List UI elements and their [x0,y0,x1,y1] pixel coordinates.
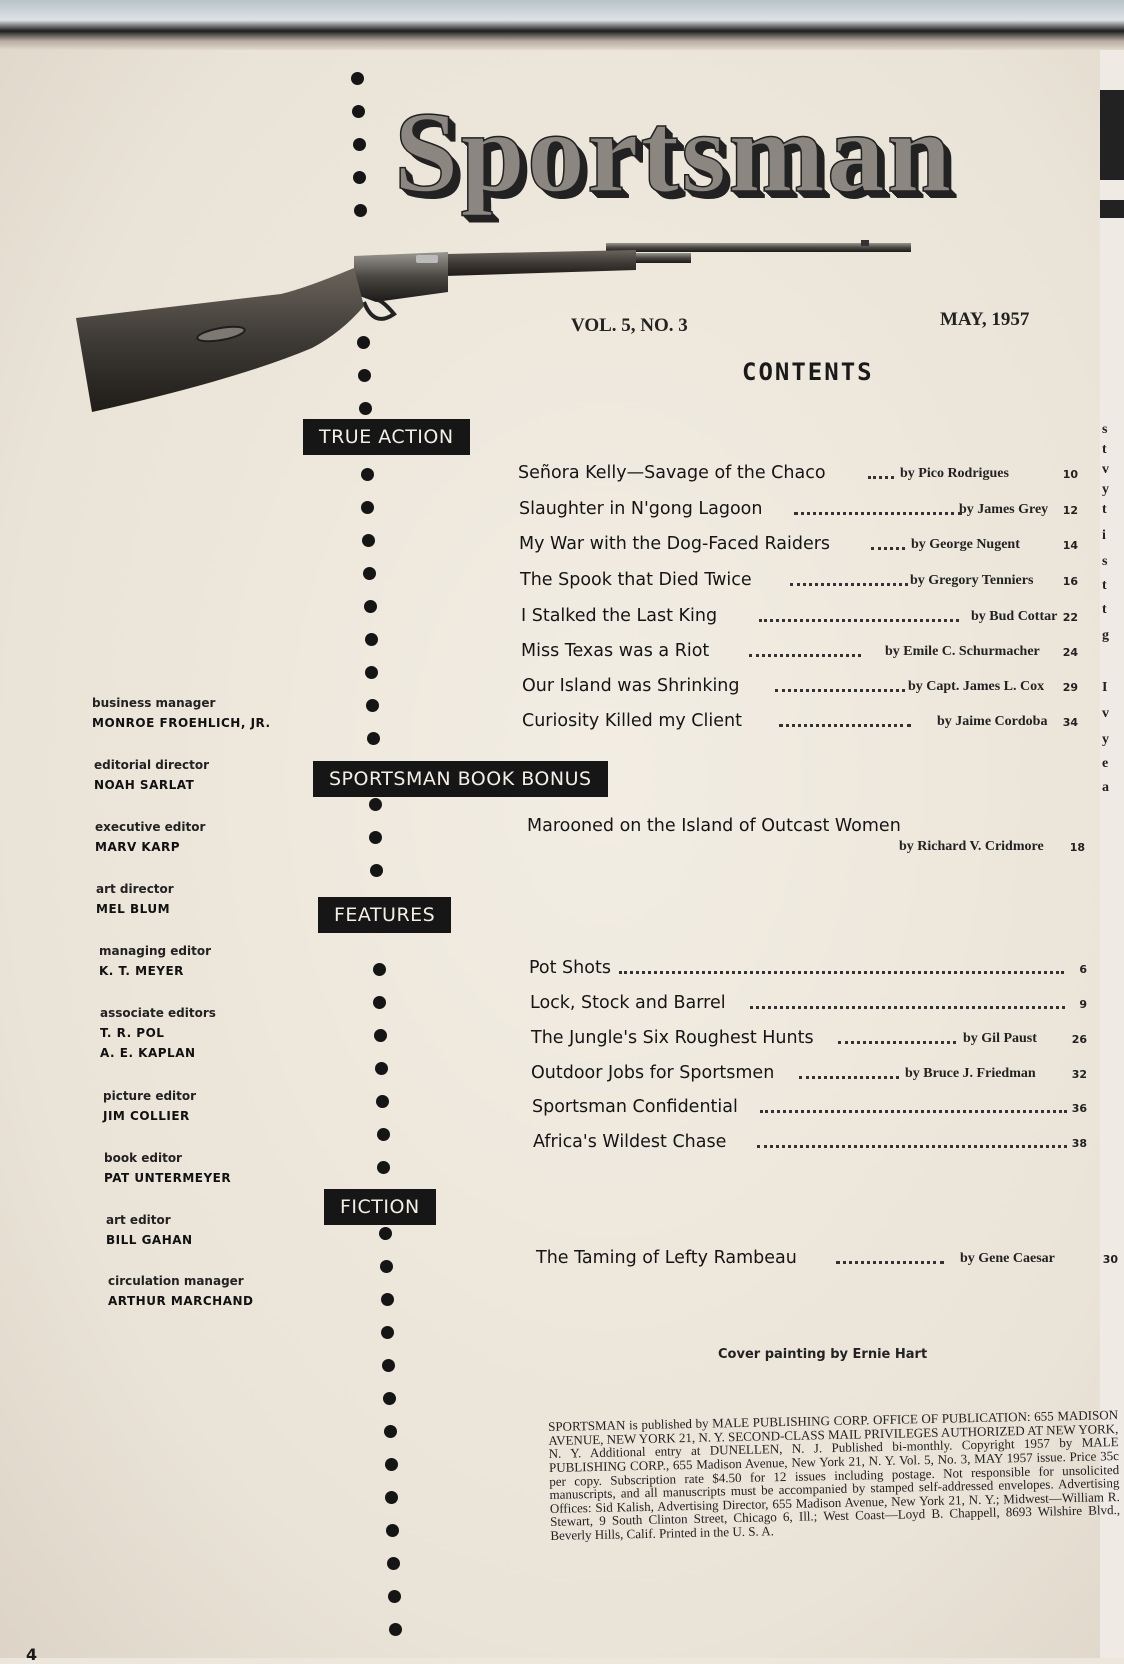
toc-page: 18 [1069,841,1085,854]
dot-leader [749,654,861,657]
staff-name: PAT UNTERMEYER [104,1171,232,1185]
toc-author: by Capt. James L. Cox [908,679,1045,694]
toc-title: I Stalked the Last King [521,606,718,626]
banner-fiction: FICTION [324,1189,436,1225]
staff-name: NOAH SARLAT [94,778,195,792]
spine-dot [387,1557,400,1570]
toc-entry[interactable] [521,633,1078,663]
toc-entry[interactable] [522,703,1078,733]
dot-leader [790,583,908,586]
edge-letter: t [1102,602,1107,617]
toc-page: 9 [1079,998,1087,1011]
edge-letter: a [1102,780,1109,795]
toc-title: Pot Shots [529,958,611,978]
magazine-masthead: Sportsman [394,89,954,217]
dot-leader [775,689,905,692]
staff-role: business manager [92,696,216,710]
toc-entry-fiction[interactable] [536,1240,1118,1270]
dot-leader [794,512,962,515]
toc-title: The Jungle's Six Roughest Hunts [531,1028,814,1048]
spine-dot [383,1392,396,1405]
edge-letter: s [1102,422,1108,437]
dot-leader [779,724,911,727]
toc-page: 29 [1062,681,1078,694]
spine-dot [385,1458,398,1471]
staff-role: executive editor [95,820,206,834]
toc-page: 38 [1071,1137,1087,1150]
edge-letter: t [1102,578,1107,593]
staff-name: T. R. POL [100,1026,165,1040]
toc-author: by James Grey [959,502,1049,517]
staff-role: managing editor [99,944,211,958]
toc-page: 6 [1079,963,1087,976]
toc-page: 32 [1071,1068,1087,1081]
dot-leader [838,1041,956,1044]
toc-entry[interactable] [532,1089,1087,1119]
toc-author: by Emile C. Schurmacher [885,644,1040,659]
edge-letter: s [1102,554,1108,569]
spine-dot [375,1062,388,1075]
toc-author: by Bud Cottar [971,609,1058,624]
toc-author: by Gil Paust [963,1031,1037,1046]
spine-dot [377,1128,390,1141]
edge-letter: i [1102,528,1106,543]
spine-dot [352,105,365,118]
toc-title: Our Island was Shrinking [522,676,740,696]
banner-book-bonus: SPORTSMAN BOOK BONUS [313,761,608,797]
spine-dot [380,1260,393,1273]
toc-title: Señora Kelly—Savage of the Chaco [518,463,826,483]
staff-name: MEL BLUM [96,902,171,916]
edge-letter: v [1102,462,1109,477]
staff-name: BILL GAHAN [106,1233,193,1247]
rifle-illustration [76,240,936,430]
edge-letter: I [1102,680,1108,695]
banner-features: FEATURES [318,897,451,933]
toc-author: by Gregory Tenniers [910,573,1034,588]
toc-entry[interactable] [518,455,1078,485]
spine-dot [367,732,380,745]
staff-role: associate editors [100,1006,216,1020]
dot-leader [760,1110,1067,1113]
toc-page: 26 [1071,1033,1087,1046]
dot-leader [868,476,894,479]
toc-page: 30 [1102,1253,1118,1266]
staff-name: K. T. MEYER [99,964,184,978]
edge-letter: e [1102,756,1109,771]
toc-author: by George Nugent [911,537,1020,552]
cover-credit: Cover painting by Ernie Hart [718,1347,928,1362]
toc-page: 12 [1062,504,1078,517]
staff-name: MARV KARP [95,840,181,854]
toc-entry[interactable] [531,1055,1087,1085]
dot-leader [836,1261,944,1264]
toc-page: 16 [1062,575,1078,588]
toc-author: by Pico Rodrigues [900,466,1009,481]
toc-page: 22 [1062,611,1078,624]
volume-number: VOL. 5, NO. 3 [571,315,688,336]
page-top-edge [0,0,1124,50]
toc-entry-book-bonus[interactable] [527,812,1085,858]
spine-dot [389,1623,402,1636]
spine-dot [365,633,378,646]
staff-name: JIM COLLIER [103,1109,190,1123]
toc-title: Outdoor Jobs for Sportsmen [531,1063,775,1083]
spine-dot [364,600,377,613]
banner-true-action: TRUE ACTION [303,419,470,455]
dot-leader [759,619,959,622]
spine-dot [388,1590,401,1603]
toc-entry[interactable] [522,668,1078,698]
contents-heading: CONTENTS [742,358,874,386]
toc-entry[interactable] [519,526,1078,556]
toc-title: Miss Texas was a Riot [521,641,710,661]
spine-dot [384,1425,397,1438]
staff-name: A. E. KAPLAN [100,1046,196,1060]
spine-dot [361,468,374,481]
spine-dot [351,72,364,85]
toc-entry[interactable] [531,1020,1087,1050]
staff-role: editorial director [94,758,210,772]
toc-title: Lock, Stock and Barrel [530,993,726,1013]
toc-author: by Richard V. Cridmore [899,839,1044,854]
spine-dot [381,1293,394,1306]
edge-letter: t [1102,502,1107,517]
dot-leader [871,547,905,550]
staff-role: art editor [106,1213,171,1227]
spine-dot [369,798,382,811]
edge-letter: t [1102,442,1107,457]
staff-name: MONROE FROEHLICH, JR. [92,716,271,730]
toc-page: 10 [1062,468,1078,481]
dot-leader [757,1145,1067,1148]
toc-page: 24 [1062,646,1078,659]
toc-entry[interactable] [533,1124,1087,1154]
dot-leader [619,971,1064,974]
toc-page: 36 [1071,1102,1087,1115]
spine-dot [373,963,386,976]
edge-letter: v [1102,706,1109,721]
toc-page: 34 [1062,716,1078,729]
toc-entry[interactable] [530,985,1087,1015]
spine-dot [363,567,376,580]
spine-dot [353,138,366,151]
dot-leader [750,1006,1065,1009]
edge-letter: y [1102,482,1109,497]
adjacent-page-graphic [1100,90,1124,180]
toc-author: by Gene Caesar [960,1251,1055,1266]
toc-title: My War with the Dog-Faced Raiders [519,534,831,554]
edge-letter: y [1102,732,1109,747]
edge-letter: g [1102,628,1109,643]
staff-role: art director [96,882,174,896]
toc-author: by Jaime Cordoba [937,714,1048,729]
dot-leader [799,1076,899,1079]
staff-role: circulation manager [108,1274,244,1288]
staff-name: ARTHUR MARCHAND [108,1294,254,1308]
page-number: 4 [26,1645,38,1664]
issue-date: MAY, 1957 [940,309,1030,330]
toc-title: Slaughter in N'gong Lagoon [519,499,763,519]
spine-dot [379,1227,392,1240]
toc-title: Africa's Wildest Chase [533,1132,727,1152]
adjacent-page-graphic-2 [1100,200,1124,218]
staff-role: picture editor [103,1089,197,1103]
publication-notice: SPORTSMAN is published by MALE PUBLISHING CORP. OFFICE OF PUBLICATION: 655 MADISON AVENUE, NEW YORK 21, N. Y. SECOND-CLASS MAIL PRIVILEGES AUTHORIZED AT NEW YORK, N. Y. Additional entry at DUNELLEN, N. J. Published bi-monthly. Copyright 1957 by MALE PUBLISHING CORP., 655 Madison Avenue, New York 21, N. Y. Vol. 5, No. 3, MAY 1957 issue. Price 35c per copy. Subscription rate $4.50 for 12 issues including postage. Not responsible for unsolicited manuscripts, and all manuscripts must be accompanied by stamped self-addressed envelopes. Advertising Offices: Sid Kalish, Advertising Director, 655 Madison Avenue, New York 21, N. Y.; Midwest—William R. Stewart, 9 South Clinton Street, Chicago 6, Ill.; West Coast—Loyd B. Chappell, 8693 Wilshire Blvd., Beverly Hills, Calif. Printed in the U. S. A. [547,1407,1121,1544]
toc-title: Marooned on the Island of Outcast Women [527,816,901,836]
toc-entry[interactable] [519,491,1078,521]
toc-entry[interactable] [520,562,1078,592]
toc-title: The Taming of Lefty Rambeau [536,1248,797,1268]
toc-title: The Spook that Died Twice [520,570,752,590]
toc-title: Curiosity Killed my Client [522,711,742,731]
toc-entry[interactable] [529,950,1087,980]
toc-author: by Bruce J. Friedman [905,1066,1036,1081]
toc-title: Sportsman Confidential [532,1097,738,1117]
toc-entry[interactable] [521,598,1078,628]
staff-role: book editor [104,1151,182,1165]
toc-page: 14 [1062,539,1078,552]
spine-dot [376,1095,389,1108]
